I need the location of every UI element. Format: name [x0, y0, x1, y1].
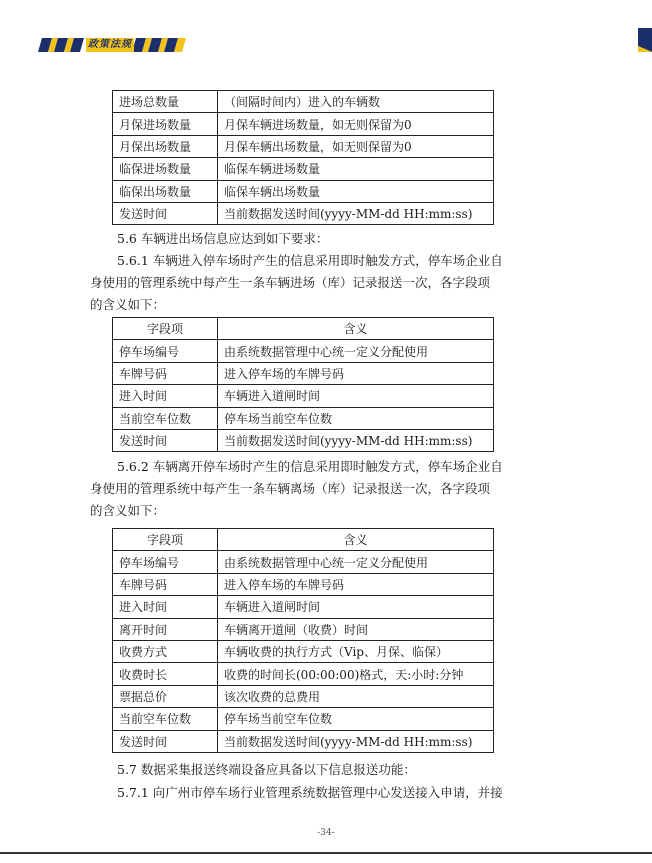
field-cell: 临保进场数量 — [113, 158, 218, 180]
table-row — [113, 340, 494, 362]
table-row — [113, 135, 494, 157]
section-heading-5-6: 5.6 车辆进出场信息应达到如下要求： — [117, 231, 329, 246]
field-cell: 车牌号码 — [113, 362, 218, 384]
field-cell: 发送时间 — [113, 202, 218, 224]
paragraph-line: 5.6.2 车辆离开停车场时产生的信息采用即时触发方式，停车场企业自 — [117, 459, 503, 474]
meaning-cell: 进入停车场的车牌号码 — [218, 362, 494, 384]
field-cell: 停车场编号 — [113, 551, 218, 573]
column-header: 含义 — [218, 318, 494, 340]
meaning-cell: 月保车辆进场数量，如无则保留为0 — [218, 113, 494, 135]
column-header: 含义 — [218, 529, 494, 551]
table-row — [113, 158, 494, 180]
field-cell: 车牌号码 — [113, 573, 218, 595]
meaning-cell: 该次收费的总费用 — [218, 685, 494, 707]
meaning-cell: （间隔时间内）进入的车辆数 — [218, 91, 494, 113]
meaning-cell: 停车场当前空车位数 — [218, 708, 494, 730]
vehicle-count-table — [112, 90, 494, 225]
field-cell: 当前空车位数 — [113, 708, 218, 730]
field-cell: 进场总数量 — [113, 91, 218, 113]
meaning-cell: 当前数据发送时间(yyyy-MM-dd HH:mm:ss) — [218, 730, 494, 752]
table-row — [113, 730, 494, 752]
meaning-cell: 由系统数据管理中心统一定义分配使用 — [218, 340, 494, 362]
meaning-cell: 车辆进入道闸时间 — [218, 596, 494, 618]
page-number: -34- — [317, 828, 335, 838]
table-header-row — [113, 529, 494, 551]
table-row — [113, 362, 494, 384]
table-row — [113, 640, 494, 662]
paragraph-line: 身使用的管理系统中每产生一条车辆进场（库）记录报送一次，各字段项 — [90, 275, 491, 290]
table-row — [113, 180, 494, 202]
vehicle-entry-table — [112, 317, 494, 452]
meaning-cell: 临保车辆出场数量 — [218, 180, 494, 202]
table-row — [113, 91, 494, 113]
paragraph-5-6-2 — [90, 456, 503, 522]
table-row — [113, 113, 494, 135]
paragraph-line: 身使用的管理系统中每产生一条车辆离场（库）记录报送一次，各字段项 — [90, 481, 491, 496]
field-cell: 离开时间 — [113, 618, 218, 640]
table-row — [113, 385, 494, 407]
table-row — [113, 551, 494, 573]
table-row — [113, 596, 494, 618]
paragraph-5-6-1 — [90, 250, 503, 316]
meaning-cell: 由系统数据管理中心统一定义分配使用 — [218, 551, 494, 573]
paragraph-line: 的含义如下： — [90, 503, 166, 518]
field-cell: 进入时间 — [113, 385, 218, 407]
table-header-row — [113, 318, 494, 340]
field-cell: 收费时长 — [113, 663, 218, 685]
field-cell: 收费方式 — [113, 640, 218, 662]
meaning-cell: 临保车辆进场数量 — [218, 158, 494, 180]
column-header: 字段项 — [113, 529, 218, 551]
table-row — [113, 573, 494, 595]
field-cell: 临保出场数量 — [113, 180, 218, 202]
meaning-cell: 当前数据发送时间(yyyy-MM-dd HH:mm:ss) — [218, 202, 494, 224]
table-row — [113, 685, 494, 707]
corner-tab-icon — [638, 28, 652, 52]
table-row — [113, 429, 494, 451]
table-row — [113, 407, 494, 429]
footer-divider — [0, 852, 652, 854]
paragraph-line: 5.6.1 车辆进入停车场时产生的信息采用即时触发方式，停车场企业自 — [117, 253, 503, 268]
table-row — [113, 708, 494, 730]
field-cell: 月保出场数量 — [113, 135, 218, 157]
field-cell: 停车场编号 — [113, 340, 218, 362]
table-row — [113, 618, 494, 640]
meaning-cell: 车辆离开道闸（收费）时间 — [218, 618, 494, 640]
field-cell: 进入时间 — [113, 596, 218, 618]
field-cell: 发送时间 — [113, 429, 218, 451]
paragraph-line: 的含义如下： — [90, 297, 166, 312]
meaning-cell: 月保车辆出场数量，如无则保留为0 — [218, 135, 494, 157]
meaning-cell: 收费的时间长(00:00:00)格式，天:小时:分钟 — [218, 663, 494, 685]
vehicle-exit-table — [112, 528, 494, 753]
table-row — [113, 663, 494, 685]
meaning-cell: 进入停车场的车牌号码 — [218, 573, 494, 595]
column-header: 字段项 — [113, 318, 218, 340]
field-cell: 当前空车位数 — [113, 407, 218, 429]
paragraph-5-7-1: 5.7.1 向广州市停车场行业管理系统数据管理中心发送接入申请，并接 — [117, 785, 503, 800]
field-cell: 月保进场数量 — [113, 113, 218, 135]
table-row — [113, 202, 494, 224]
field-cell: 票据总价 — [113, 685, 218, 707]
meaning-cell: 车辆收费的执行方式（Vip、月保、临保） — [218, 640, 494, 662]
meaning-cell: 当前数据发送时间(yyyy-MM-dd HH:mm:ss) — [218, 429, 494, 451]
meaning-cell: 车辆进入道闸时间 — [218, 385, 494, 407]
field-cell: 发送时间 — [113, 730, 218, 752]
section-heading-5-7: 5.7 数据采集报送终端设备应具备以下信息报送功能： — [117, 762, 416, 777]
meaning-cell: 停车场当前空车位数 — [218, 407, 494, 429]
header-section-label: 政策法规 — [88, 39, 132, 50]
